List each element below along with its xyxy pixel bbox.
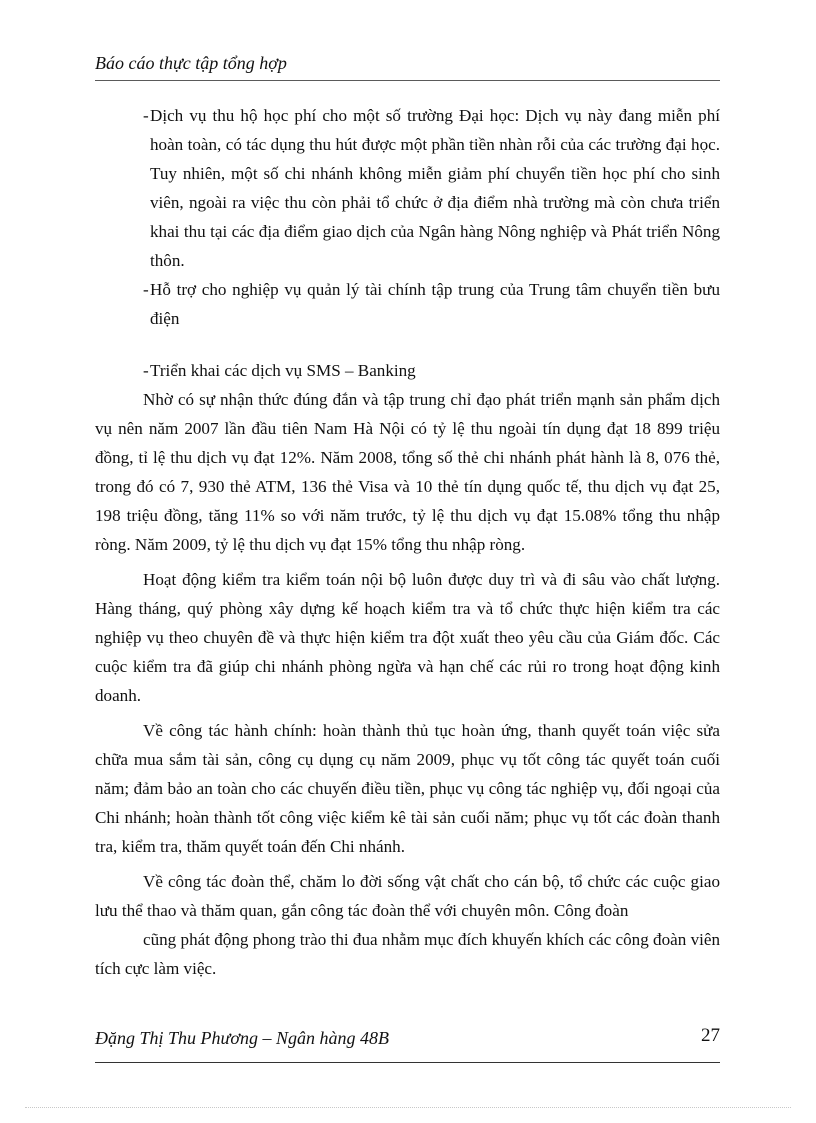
paragraph-service-revenue: Nhờ có sự nhận thức đúng đắn và tập trung chỉ đạo phát triển mạnh sản phẩm dịch vụ nên năm 2007 lần đầu tiên Nam Hà Nội có tỷ lệ thu ngoài tín dụng đạt 18 899 triệu đồng, tỉ lệ thu dịch vụ đạt 12%. Năm 2008, tổng số thẻ chi nhánh phát hành là 8, 076 thẻ, trong đó có 7, 930 thẻ ATM, 136 thẻ Visa và 10 thẻ tín dụng quốc tế, thu dịch vụ đạt 25, 198 triệu đồng, tăng 11% so với năm trước, tỷ lệ thu dịch vụ đạt 15.08% tổng thu nhập ròng. Năm 2009, tỷ lệ thu dịch vụ đạt 15% tổng thu nhập ròng. <box>95 390 720 554</box>
footer-divider <box>95 1062 720 1063</box>
bullet-item <box>95 356 720 385</box>
bullet-text: Triển khai các dịch vụ SMS – Banking <box>150 361 416 380</box>
bullet-item <box>95 275 720 333</box>
paragraph-administration: Về công tác hành chính: hoàn thành thủ tục hoàn ứng, thanh quyết toán việc sửa chữa mua sắm tài sản, công cụ dụng cụ năm 2009, phục vụ tốt công tác quyết toán cuối năm; đảm bảo an toàn cho các chuyến điều tiền, phục vụ công tác nghiệp vụ, đối ngoại của Chi nhánh; hoàn thành tốt công việc kiểm kê tài sản cuối năm; phục vụ tốt các đoàn thanh tra, kiểm tra, thăm quyết toán đến Chi nhánh. <box>95 721 720 856</box>
page-break-line <box>25 1107 791 1108</box>
paragraph-internal-audit: Hoạt động kiểm tra kiểm toán nội bộ luôn được duy trì và đi sâu vào chất lượng. Hàng tháng, quý phòng xây dựng kế hoạch kiểm tra và tổ chức thực hiện kiểm tra các nghiệp vụ theo chuyên đề và thực hiện kiểm tra đột xuất theo yêu cầu của Giám đốc. Các cuộc kiểm tra đã giúp chi nhánh phòng ngừa và hạn chế các rủi ro trong hoạt động kinh doanh. <box>95 570 720 705</box>
running-header: Báo cáo thực tập tổng hợp <box>95 53 287 73</box>
page-number: 27 <box>701 1025 720 1046</box>
bullet-text: Hỗ trợ cho nghiệp vụ quản lý tài chính tập trung của Trung tâm chuyển tiền bưu điện <box>150 280 720 328</box>
footer-author: Đặng Thị Thu Phương – Ngân hàng 48B <box>95 1028 389 1048</box>
bullet-text: Dịch vụ thu hộ học phí cho một số trường Đại học: Dịch vụ này đang miễn phí hoàn toàn, có tác dụng thu hút được một phần tiền nhàn rỗi của các trường đại học. Tuy nhiên, một số chi nhánh không miễn giảm phí chuyển tiền học phí cho sinh viên, ngoài ra việc thu còn phải tổ chức ở địa điểm nhà trường mà còn chưa triển khai thu tại các địa điểm giao dịch của Ngân hàng Nông nghiệp và Phát triển Nông thôn. <box>150 106 720 270</box>
bullet-dash: - <box>143 280 149 299</box>
bullet-item <box>95 101 720 275</box>
body-content <box>95 101 720 983</box>
bullet-dash: - <box>143 361 149 380</box>
paragraph-union-continuation: cũng phát động phong trào thi đua nhằm mục đích khuyến khích các công đoàn viên tích cực làm việc. <box>95 930 720 978</box>
bullet-dash: - <box>143 106 149 125</box>
header-divider <box>95 80 720 81</box>
paragraph-union-activities: Về công tác đoàn thể, chăm lo đời sống vật chất cho cán bộ, tổ chức các cuộc giao lưu thể thao và thăm quan, gắn công tác đoàn thể với chuyên môn. Công đoàn <box>95 872 720 920</box>
